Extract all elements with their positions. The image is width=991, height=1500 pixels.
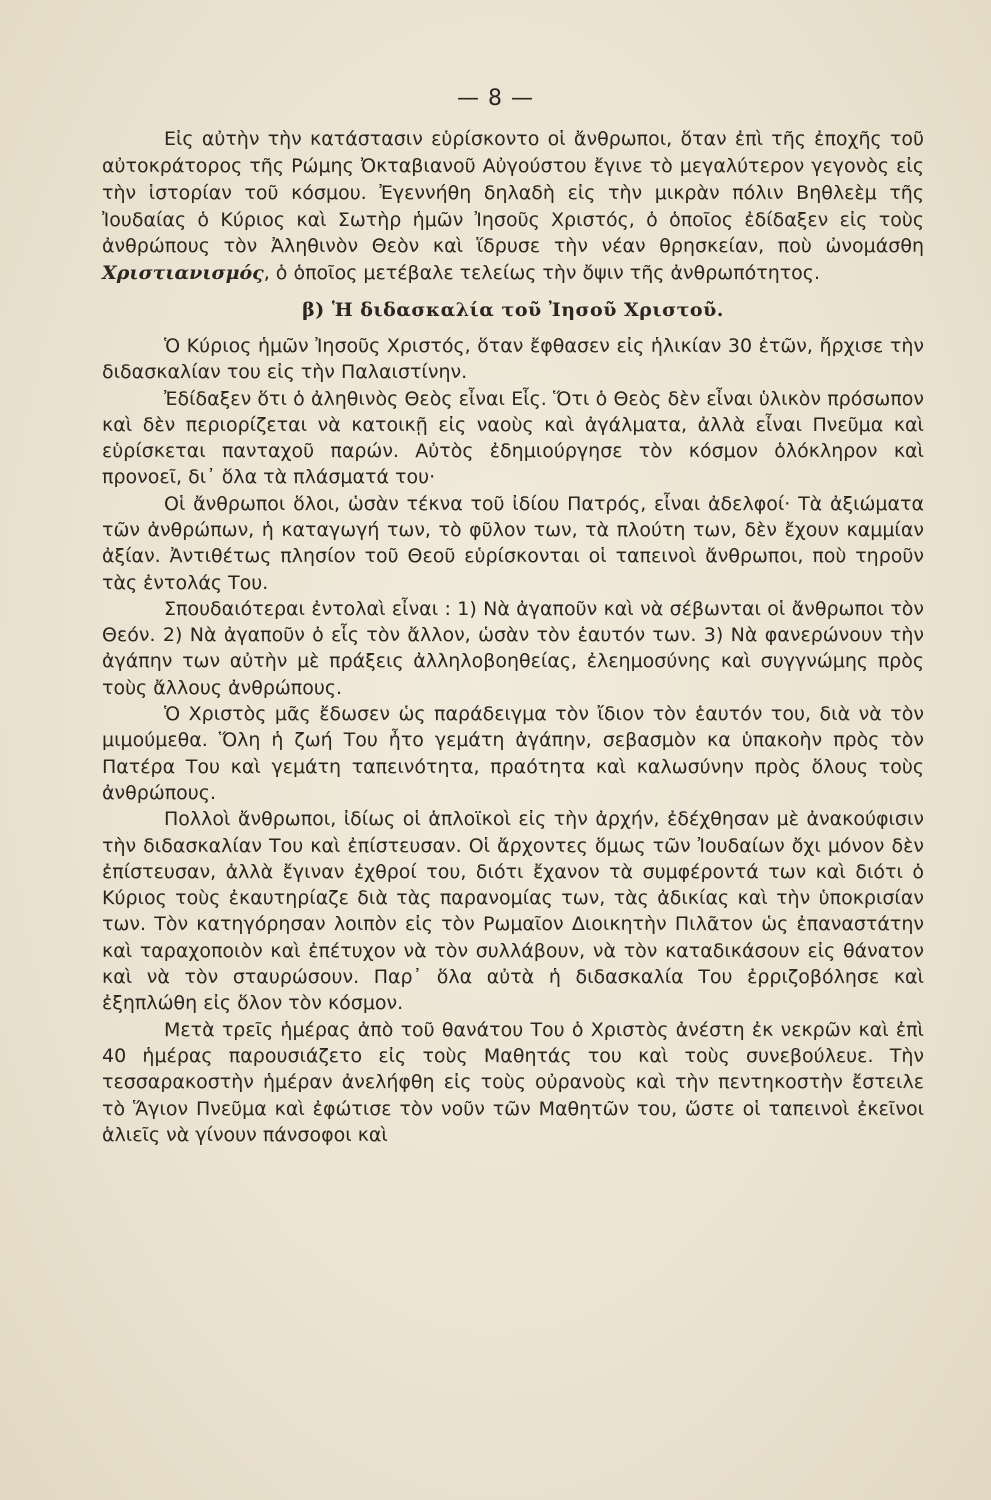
emphasized-term: Χριστιανισμός	[102, 262, 264, 285]
paragraph-commandments: Σπουδαιότεραι ἐντολαὶ εἶναι : 1) Νὰ ἀγαποῦν καὶ νὰ σέβωνται οἱ ἄνθρωποι τὸν Θεόν. 2) Νὰ ἀγαποῦν ὁ εἷς τὸν ἄλλον, ὡσὰν τὸν ἑαυτόν των. 3) Νὰ φανερώνουν τὴν ἀγάπην των αὐτὴν μὲ πράξεις ἀλληλοβοηθείας, ἐλεημοσύνης καὶ συγγνώμης πρὸς τοὺς ἄλλους ἀνθρώπους.	[102, 597, 924, 699]
paragraph-brotherhood: Οἱ ἄνθρωποι ὅλοι, ὡσὰν τέκνα τοῦ ἰδίου Πατρός, εἶναι ἀδελφοί· Τὰ ἀξιώματα τῶν ἀνθρώπων, ἡ καταγωγή των, τὸ φῦλον των, τὰ πλούτη των, δὲν ἔχουν καμμίαν ἀξίαν. Ἀντιθέτως πλησίον τοῦ Θεοῦ εὑρίσκονται οἱ ταπεινοὶ ἄνθρωποι, ποὺ τηροῦν τὰς ἐντολάς Του.	[102, 492, 924, 594]
paragraph-resurrection: Μετὰ τρεῖς ἡμέρας ἀπὸ τοῦ θανάτου Του ὁ Χριστὸς ἀνέστη ἐκ νεκρῶν καὶ ἐπὶ 40 ἡμέρας παρουσιάζετο εἰς τοὺς Μαθητάς του καὶ τοὺς συνεβούλευε. Τὴν τεσσαρακοστὴν ἡμέραν ἀνελήφθη εἰς τοὺς οὐρανοὺς καὶ τὴν πεντηκοστὴν ἔστειλε τὸ Ἅγιον Πνεῦμα καὶ ἐφώτισε τὸν νοῦν τῶν Μαθητῶν του, ὥστε οἱ ταπεινοὶ ἐκεῖνοι ἁλιεῖς νὰ γίνουν πάνσοφοι καὶ	[102, 1018, 924, 1146]
paragraph-crucifixion: Πολλοὶ ἄνθρωποι, ἰδίως οἱ ἁπλοϊκοὶ εἰς τὴν ἀρχήν, ἐδέχθησαν μὲ ἀνακούφισιν τὴν διδασκαλίαν Του καὶ ἐπίστευσαν. Οἱ ἄρχοντες ὅμως τῶν Ἰουδαίων ὄχι μόνον δὲν ἐπίστευσαν, ἀλλὰ ἔγιναν ἐχθροί του, διότι ἔχανον τὰ συμφέροντά των καὶ διότι ὁ Κύριος τοὺς ἐκαυτηρίαζε διὰ τὰς παρανομίας των, τὰς ἀδικίας καὶ τὴν ὑποκρισίαν των. Τὸν κατηγόρησαν λοιπὸν εἰς τὸν Ρωμαῖον Διοικητὴν Πιλᾶτον ὡς ἐπαναστάτην καὶ ταραχοποιὸν καὶ ἐπέτυχον νὰ τὸν συλλάβουν, νὰ τὸν καταδικάσουν εἰς θάνατον καὶ νὰ τὸν σταυρώσουν. Παρ᾽ ὅλα αὐτὰ ἡ διδασκαλία Του ἐρριζοβόλησε καὶ ἐξηπλώθη εἰς ὅλον τὸν κόσμον.	[102, 808, 924, 1015]
paragraph-intro-text-start: Εἰς αὐτὴν τὴν κατάστασιν εὑρίσκοντο οἱ ἄνθρωποι, ὅταν ἐπὶ τῆς ἐποχῆς τοῦ αὐτοκράτορος τῆς Ρώμης Ὀκταβιανοῦ Αὐγούστου ἔγινε τὸ μεγαλύτερον γεγονὸς εἰς τὴν ἱστορίαν τοῦ κόσμου. Ἐγεννήθη δηλαδὴ εἰς τὴν μικρὰν πόλιν Βηθλεὲμ τῆς Ἰουδαίας ὁ Κύριος καὶ Σωτὴρ ἡμῶν Ἰησοῦς Χριστός, ὁ ὁποῖος ἐδίδαξεν εἰς τοὺς ἀνθρώπους τὸν Ἀληθινὸν Θεὸν καὶ ἵδρυσε τὴν νέαν θρησκείαν, ποὺ ὠνομάσθη	[102, 128, 924, 258]
page-number: — 8 —	[457, 86, 534, 111]
paragraph-intro	[102, 126, 924, 287]
paragraph-example: Ὁ Χριστὸς μᾶς ἔδωσεν ὡς παράδειγμα τὸν ἴδιον τὸν ἑαυτόν του, διὰ νὰ τὸν μιμούμεθα. Ὅλη ἡ ζωή Του ἦτο γεμάτη ἀγάπην, σεβασμὸν κα ὑπακοὴν πρὸς τὸν Πατέρα Του καὶ γεμάτη ταπεινότητα, πραότητα καὶ καλωσύνην πρὸς ὅλους τοὺς ἀνθρώπους.	[102, 703, 924, 804]
page-body	[102, 126, 924, 1148]
paragraph-intro-text-end: , ὁ ὁποῖος μετέβαλε τελείως τὴν ὄψιν τῆς ἀνθρωπότητος.	[263, 262, 820, 285]
paragraph-true-god: Ἐδίδαξεν ὅτι ὁ ἀληθινὸς Θεὸς εἶναι Εἷς. Ὅτι ὁ Θεὸς δὲν εἶναι ὑλικὸν πρόσωπον καὶ δὲν περιορίζεται νὰ κατοικῇ εἰς ναοὺς καὶ ἀγάλματα, ἀλλὰ εἶναι Πνεῦμα καὶ εὑρίσκεται πανταχοῦ παρών. Αὐτὸς ἐδημιούργησε τὸν κόσμον ὁλόκληρον καὶ προνοεῖ, δι᾽ ὅλα τὰ πλάσματά του·	[102, 387, 924, 489]
paragraph-teaching-start: Ὁ Κύριος ἡμῶν Ἰησοῦς Χριστός, ὅταν ἔφθασεν εἰς ἡλικίαν 30 ἐτῶν, ἤρχισε τὴν διδασκαλίαν του εἰς τὴν Παλαιστίνην.	[102, 334, 924, 384]
section-heading: β) Ἡ διδασκαλία τοῦ Ἰησοῦ Χριστοῦ.	[302, 299, 724, 322]
